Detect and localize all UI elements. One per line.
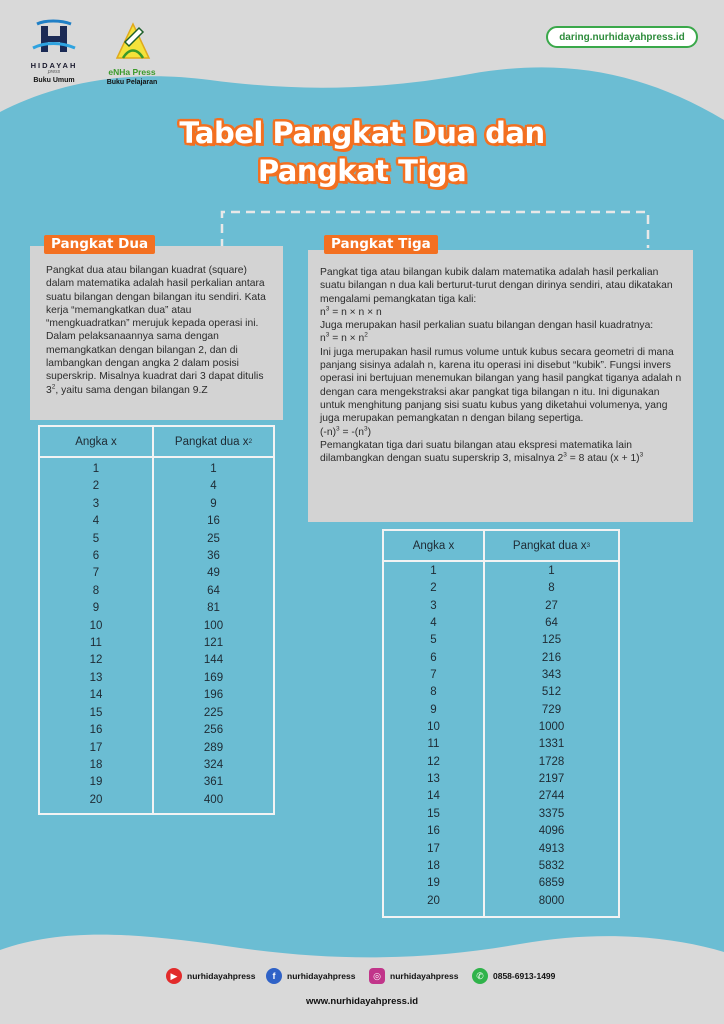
table-cell: 20	[89, 793, 103, 806]
page-title-line2: Pangkat Tiga	[257, 154, 467, 188]
table-cell: 1	[548, 565, 555, 577]
table-cell: 36	[207, 550, 220, 563]
table-cell: 729	[541, 703, 562, 716]
table-cell: 5832	[538, 859, 565, 872]
hidayah-sub: press	[47, 69, 61, 75]
table-cell: 3375	[538, 807, 565, 820]
table-cell: 11	[90, 637, 102, 650]
page-title-line1: Tabel Pangkat Dua dan	[179, 116, 545, 150]
table-cell: 13	[427, 773, 440, 786]
table-cell: 324	[203, 758, 224, 771]
pangkat-tiga-x-column	[384, 562, 483, 916]
table-cell: 14	[89, 689, 103, 702]
facebook-icon: f	[266, 968, 282, 984]
table-cell: 2744	[538, 790, 565, 803]
table-cell: 81	[207, 602, 220, 615]
header-url[interactable]: daring.nurhidayahpress.id	[546, 26, 698, 48]
table-cell: 1	[210, 463, 217, 475]
table-cell: 400	[203, 793, 224, 806]
table-cell: 9	[430, 703, 437, 716]
pangkat-dua-x-column	[40, 458, 152, 813]
table-cell: 18	[427, 859, 440, 872]
table-cell: 25	[207, 532, 220, 545]
pangkat-dua-text: Pangkat dua atau bilangan kuadrat (square) dalam matematika adalah hasil perkalian antara suatu bilangan dengan bilangan itu sendiri. Kata kerja “memangkatkan dua” atau “mengkuadratkan” merujuk kepada operasi ini. Dalam pelaksanaannya sama dengan memangkatkan dengan bilangan 2, dan di lambangkan dengan angka 2 dalam posisi superskrip. Misalnya kuadrat dari 3 dapat ditulis $3^2$, yaitu sama dengan bilangan 9.Z	[46, 265, 266, 396]
table-cell: 20	[427, 894, 440, 907]
table-cell: 1	[92, 463, 100, 475]
table-cell: 256	[203, 724, 224, 737]
pangkat-tiga-heading: Pangkat Tiga	[324, 235, 438, 254]
hidayah-h-icon	[31, 18, 77, 56]
table-cell: 3	[430, 599, 437, 612]
footer-whatsapp[interactable]: ✆ 0858-6913-1499	[472, 968, 555, 984]
enha-name: eNHa Press	[108, 67, 156, 77]
pangkat-dua-y-column	[152, 458, 273, 813]
table-cell: 144	[203, 654, 224, 667]
table-cell: 49	[207, 567, 220, 580]
table-cell: 10	[427, 721, 440, 734]
table-cell: 9	[92, 602, 100, 615]
table-cell: 2	[430, 582, 437, 595]
table-cell: 216	[541, 651, 562, 664]
table-cell: 17	[89, 741, 103, 754]
pangkat-dua-table-header	[40, 427, 273, 458]
pangkat-tiga-panel	[308, 250, 693, 522]
footer-instagram[interactable]: ◎ nurhidayahpress	[369, 968, 459, 984]
table-cell: 9	[210, 497, 217, 510]
table-cell: 1000	[538, 721, 565, 734]
table-cell: 8000	[538, 894, 565, 907]
table-cell: 17	[427, 842, 440, 855]
pangkat-dua-panel	[30, 246, 283, 420]
table-cell: 6859	[538, 877, 565, 890]
table-cell: 1728	[538, 755, 565, 768]
table-cell: 4913	[538, 842, 565, 855]
table-cell: 15	[89, 706, 103, 719]
footer-url[interactable]: www.nurhidayahpress.id	[305, 996, 419, 1007]
table-cell: 4096	[538, 825, 565, 838]
instagram-icon: ◎	[369, 968, 385, 984]
pangkat-tiga-text: Pangkat tiga atau bilangan kubik dalam matematika adalah hasil perkalian suatu bilangan n dua kali berturut-turut dengan dirinya sendiri, atau dikatakan mengalami pemangkatan tiga kali: $n^3 = n \times n \times n$ Juga merupakan hasil perkalian suatu bilangan dengan hasil kuadratnya: $n^3 = n \times n^2$ Ini juga merupakan hasil rumus volume untuk kubus secara geometri di mana panjang sisinya adalah n, karena itu operasi ini disebut “kubik”. Fungsi invers operasi ini bertujuan menemukan bilangan yang hasil pangkat tiganya adalah n dengan cara mengekstraksi akar pangkat tiga bilangan n itu. Ini digunakan untuk menghitung panjang sisi suatu kubus yang diketahui volumenya, yang juga merupakan pemangkatan n dengan bilang sepertiga. $(-n)^3 = -(n^3)$ Pemangkatan tiga dari suatu bilangan atau ekspresi matematika lain dilambangkan dengan suatu superskrip 3, misalnya $2^3 = 8$ atau $(x + 1)^3$	[320, 267, 682, 465]
table-cell: 225	[203, 706, 224, 719]
table-cell: 10	[89, 619, 103, 632]
table-cell: 125	[541, 634, 562, 647]
table-cell: 16	[207, 515, 220, 528]
table-cell: 13	[89, 671, 103, 684]
table-cell: 8	[430, 686, 437, 699]
col-header-pangkat: Pangkat dua x 3	[483, 531, 618, 560]
table-cell: 27	[545, 599, 558, 612]
table-cell: 343	[541, 669, 562, 682]
table-cell: 5	[92, 532, 100, 545]
table-cell: 100	[203, 619, 224, 632]
footer-facebook[interactable]: f nurhidayahpress	[266, 968, 356, 984]
col-header-angka: Angka x	[75, 435, 117, 448]
table-cell: 4	[210, 480, 217, 493]
table-cell: 16	[89, 724, 103, 737]
footer-youtube[interactable]: ▶ nurhidayahpress	[166, 968, 256, 984]
pangkat-dua-table	[38, 425, 275, 815]
table-cell: 12	[89, 654, 103, 667]
hidayah-logo[interactable]	[24, 18, 84, 84]
table-cell: 64	[545, 617, 558, 630]
enha-caption: Buku Pelajaran	[106, 79, 158, 86]
table-cell: 15	[427, 807, 440, 820]
table-cell: 121	[203, 637, 224, 650]
table-cell: 7	[92, 567, 100, 580]
col-header-angka: Angka x	[412, 539, 455, 552]
table-cell: 289	[203, 741, 224, 754]
table-cell: 196	[203, 689, 224, 702]
table-cell: 6	[92, 550, 100, 563]
table-cell: 6	[430, 651, 437, 664]
table-cell: 1	[430, 565, 437, 577]
table-cell: 361	[203, 776, 224, 789]
table-cell: 5	[430, 634, 437, 647]
table-cell: 64	[207, 584, 220, 597]
table-cell: 3	[92, 497, 100, 510]
table-cell: 18	[89, 758, 103, 771]
youtube-icon: ▶	[166, 968, 182, 984]
col-header-pangkat: Pangkat dua x 2	[152, 427, 273, 456]
table-cell: 8	[548, 582, 555, 595]
table-cell: 11	[427, 738, 440, 751]
table-cell: 4	[430, 617, 437, 630]
pangkat-tiga-table-header	[384, 531, 618, 562]
enha-logo[interactable]	[96, 18, 168, 86]
pangkat-tiga-y-column	[483, 562, 618, 916]
enha-pen-icon	[109, 18, 155, 62]
pangkat-dua-heading: Pangkat Dua	[44, 235, 155, 254]
table-cell: 19	[427, 877, 440, 890]
table-cell: 4	[92, 515, 100, 528]
pangkat-tiga-table	[382, 529, 620, 918]
table-cell: 2	[92, 480, 100, 493]
table-cell: 512	[541, 686, 562, 699]
table-cell: 7	[430, 669, 437, 682]
table-cell: 2197	[538, 773, 565, 786]
table-cell: 1331	[538, 738, 565, 751]
table-cell: 169	[203, 671, 224, 684]
whatsapp-icon: ✆	[472, 968, 488, 984]
table-cell: 8	[92, 584, 100, 597]
hidayah-caption: Buku Umum	[33, 77, 75, 84]
table-cell: 14	[427, 790, 440, 803]
table-cell: 16	[427, 825, 440, 838]
table-cell: 19	[89, 776, 103, 789]
table-cell: 12	[427, 755, 440, 768]
hidayah-name: HIDAYAH	[30, 61, 78, 70]
